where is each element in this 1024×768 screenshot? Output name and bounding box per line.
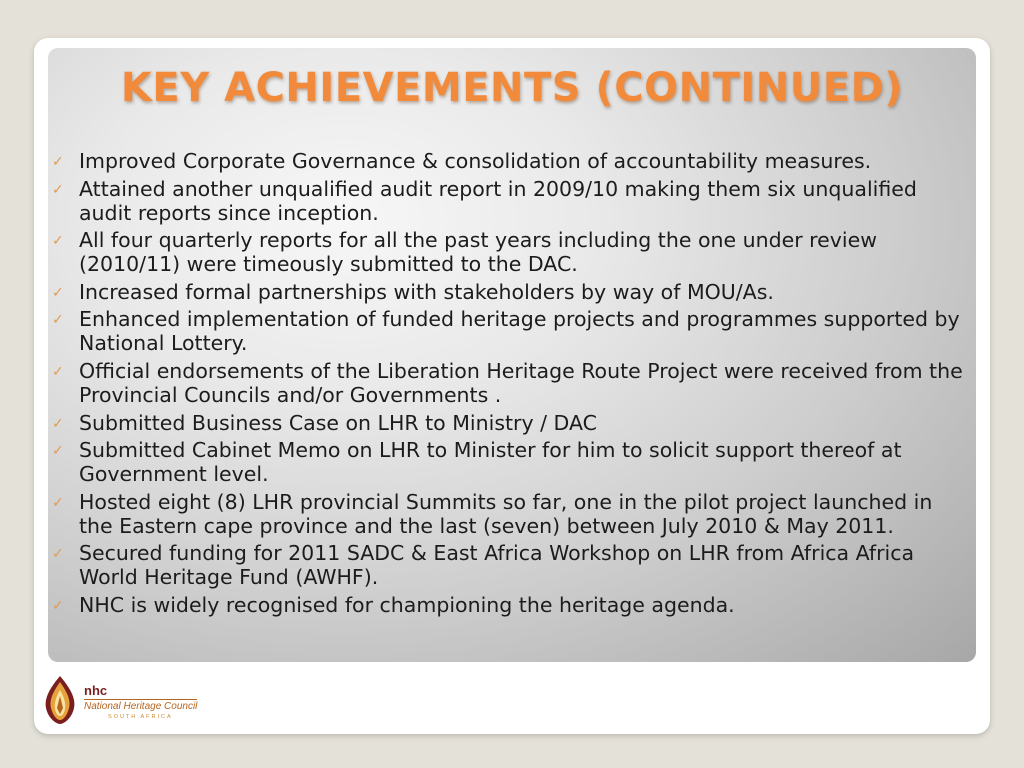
list-item [48, 177, 976, 225]
list-item [48, 411, 976, 435]
logo-name: National Heritage Council [84, 701, 198, 712]
list-item-text: Submitted Business Case on LHR to Ministry / DAC [79, 410, 597, 435]
list-item-text: Submitted Cabinet Memo on LHR to Minister for him to solicit support thereof at Government level. [79, 438, 902, 487]
list-item [48, 228, 976, 276]
list-item-text: Official endorsements of the Liberation Heritage Route Project were received from the Provincial Councils and/or Governments . [79, 358, 963, 407]
list-item-text: NHC is widely recognised for championing the heritage agenda. [79, 592, 735, 617]
flame-emblem-icon [46, 676, 75, 724]
list-item [48, 593, 976, 617]
check-icon: ✓ [52, 312, 64, 329]
check-icon: ✓ [52, 154, 64, 170]
list-item-text: Increased formal partnerships with stakeholders by way of MOU/As. [79, 279, 774, 304]
check-icon: ✓ [52, 181, 64, 198]
logo-abbr: nhc [84, 683, 108, 698]
list-item-text: Improved Corporate Governance & consolidation of accountability measures. [79, 149, 872, 173]
list-item [48, 541, 976, 589]
list-item-text: Attained another unqualified audit report in 2009/10 making them six unqualified audit reports since inception. [79, 176, 917, 225]
list-item [48, 438, 976, 486]
list-item-text: Enhanced implementation of funded heritage projects and programmes supported by National Lottery. [79, 307, 960, 356]
slide-title: KEY ACHIEVEMENTS (CONTINUED) [120, 65, 904, 111]
list-item [48, 280, 976, 304]
achievements-list [48, 149, 976, 621]
check-icon: ✓ [52, 443, 64, 460]
check-icon: ✓ [52, 546, 64, 563]
list-item [48, 490, 976, 538]
list-item-text: Hosted eight (8) LHR provincial Summits so far, one in the pilot project launched in the Eastern cape province and the last (seven) between July 2010 & May 2011. [79, 489, 933, 538]
check-icon: ✓ [52, 597, 64, 614]
list-item [48, 149, 976, 173]
logo-country: SOUTH AFRICA [108, 714, 173, 720]
check-icon: ✓ [52, 494, 64, 511]
list-item [48, 359, 976, 407]
list-item [48, 307, 976, 355]
list-item-text: Secured funding for 2011 SADC & East Africa Workshop on LHR from Africa Africa World Heritage Fund (AWHF). [79, 541, 915, 590]
check-icon: ✓ [52, 415, 64, 432]
check-icon: ✓ [52, 363, 64, 380]
check-icon: ✓ [52, 233, 64, 250]
logo-text [84, 684, 197, 721]
check-icon: ✓ [52, 284, 64, 301]
list-item-text: All four quarterly reports for all the past years including the one under review (2010/11) were timeously submitted to the DAC. [79, 228, 877, 277]
